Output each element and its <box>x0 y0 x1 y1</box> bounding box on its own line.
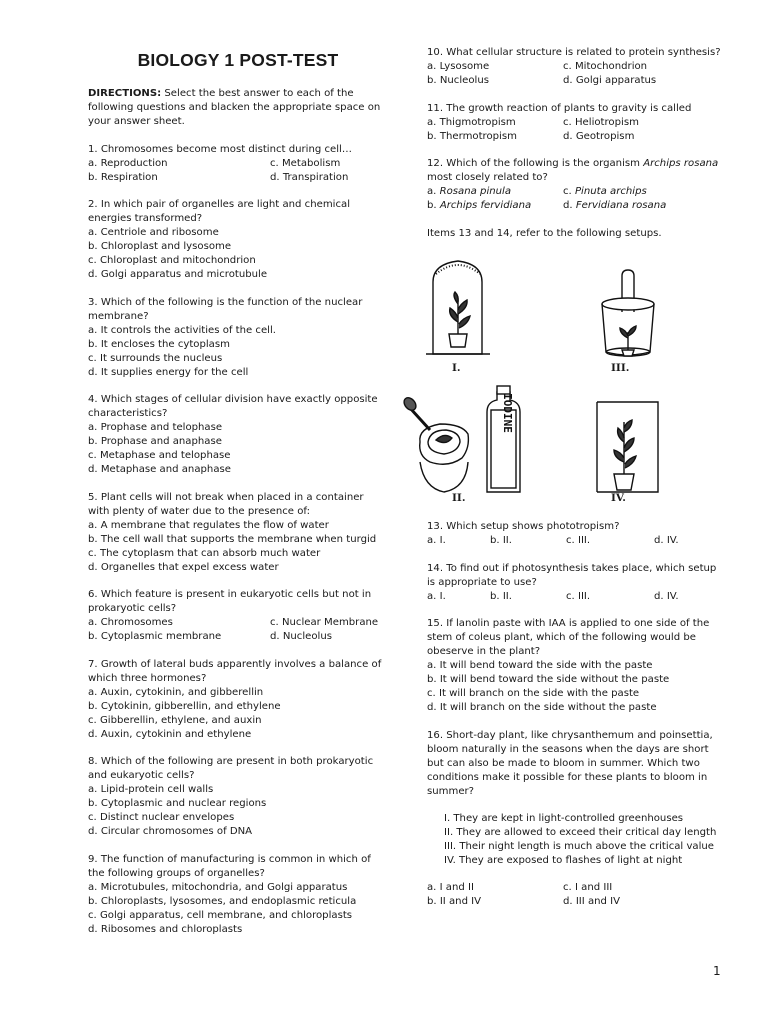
option-a: a. I and II <box>427 881 474 893</box>
option-a: a. Prophase and telophase <box>88 422 223 433</box>
option-c: c. Chloroplast and mitochondrion <box>88 255 256 266</box>
stem-text: most closely related to? <box>427 172 548 183</box>
option-d <box>563 199 727 213</box>
option-b: b. Cytokinin, gibberellin, and ethylene <box>88 700 281 712</box>
option-c: c. I and III <box>563 881 613 893</box>
option-a: a. I. <box>427 590 446 602</box>
option-b: b. II. <box>490 535 512 546</box>
question-2 <box>88 198 388 282</box>
option-text: Rosana pinula <box>439 186 512 197</box>
option-text: Fervidiana rosana <box>575 200 667 211</box>
setup-3-glass-tube <box>602 270 654 356</box>
question-stem: 10. What cellular structure is related to protein synthesis? <box>427 47 721 58</box>
figure-label-2: II. <box>452 492 466 504</box>
option-c: c. Metabolism <box>270 157 341 169</box>
option-b <box>427 199 563 213</box>
option-d: d. Transpiration <box>270 171 349 183</box>
option-d: d. Organelles that expel excess water <box>88 561 279 573</box>
question-13 <box>427 520 727 548</box>
question-stem: 6. Which feature is present in eukaryotic cells but not in prokaryotic cells? <box>88 589 372 614</box>
question-9 <box>88 853 388 937</box>
question-stem: 2. In which pair of organelles are light and chemical energies transformed? <box>88 199 351 224</box>
statement-iii: III. Their night length is much above the critical value <box>444 840 715 852</box>
question-14 <box>427 562 727 604</box>
question-stem: 8. Which of the following are present in both prokaryotic and eukaryotic cells? <box>88 756 374 781</box>
question-stem: 7. Growth of lateral buds apparently involves a balance of which three hormones? <box>88 658 382 684</box>
right-column-lower <box>427 520 727 922</box>
option-d: d. Auxin, cytokinin and ethylene <box>88 728 252 740</box>
directions-label: DIRECTIONS: <box>88 88 162 99</box>
question-8 <box>88 755 388 839</box>
option-a: a. It controls the activities of the cell. <box>88 324 276 336</box>
left-column <box>88 50 388 950</box>
question-1 <box>88 143 388 185</box>
option-a: a. A membrane that regulates the flow of water <box>88 519 329 531</box>
option-c: c. Golgi apparatus, cell membrane, and chloroplasts <box>88 909 353 921</box>
option-a: a. Lysosome <box>427 61 490 72</box>
option-letter: b. <box>427 200 440 211</box>
statement-iv: IV. They are exposed to flashes of light at night <box>444 854 683 866</box>
figure-label-4: IV. <box>611 492 626 504</box>
option-b: b. Prophase and anaphase <box>88 436 222 447</box>
page-title: BIOLOGY 1 POST-TEST <box>137 50 339 70</box>
organism-name: Archips rosana <box>643 158 719 169</box>
option-d: d. IV. <box>654 590 679 602</box>
option-b: b. Cytoplasmic and nuclear regions <box>88 798 267 809</box>
option-b: b. II and IV <box>427 895 482 907</box>
question-7 <box>88 658 388 742</box>
option-d: d. Ribosomes and chloroplasts <box>88 923 243 935</box>
option-a: a. Microtubules, mitochondria, and Golgi apparatus <box>88 881 348 893</box>
option-b: b. The cell wall that supports the membrane when turgid <box>88 533 377 545</box>
question-stem: 13. Which setup shows phototropism? <box>427 521 620 532</box>
option-c: c. Heliotropism <box>563 116 639 128</box>
question-3 <box>88 296 388 380</box>
option-b: b. II. <box>490 590 512 602</box>
option-text: Archips fervidiana <box>439 200 532 211</box>
question-stem: 14. To find out if photosynthesis takes place, which setup is appropriate to use? <box>427 562 717 588</box>
option-c: c. It surrounds the nucleus <box>88 352 223 364</box>
option-c: c. III. <box>566 535 591 546</box>
question-stem: 15. If lanolin paste with IAA is applied to one side of the stem of coleus plant, which of the following would be obeserve in the plant? <box>427 618 710 657</box>
option-a: a. Chromosomes <box>88 617 173 628</box>
question-6 <box>88 588 388 644</box>
option-b: b. It will bend toward the side without the paste <box>427 674 670 685</box>
option-d: d. Golgi apparatus and microtubule <box>88 269 268 280</box>
directions <box>88 87 388 129</box>
option-b: b. Chloroplast and lysosome <box>88 241 232 252</box>
option-text: Pinuta archips <box>574 186 647 197</box>
setups-illustration <box>400 252 740 512</box>
option-c: c. Metaphase and telophase <box>88 450 231 461</box>
option-c: c. It will branch on the side with the paste <box>427 688 640 699</box>
option-a: a. Auxin, cytokinin, and gibberellin <box>88 686 264 698</box>
question-4 <box>88 393 388 477</box>
option-letter: d. <box>563 200 576 211</box>
figure-label-3: III. <box>611 362 630 374</box>
figure-label-1: I. <box>452 362 461 374</box>
option-d: d. It will branch on the side without the paste <box>427 702 657 713</box>
setup-figures <box>400 252 740 512</box>
items-note: Items 13 and 14, refer to the following setups. <box>427 227 662 239</box>
question-10 <box>427 46 727 88</box>
option-c: c. Nuclear Membrane <box>270 617 379 628</box>
statement-i: I. They are kept in light-controlled greenhouses <box>444 812 684 824</box>
directions-text: Select the best answer to each of the following questions and blacken the appropriate space on your answer sheet. <box>88 88 381 127</box>
question-stem: 16. Short-day plant, like chrysanthemum and poinsettia, bloom naturally in the seasons when the days are short but can also be made to bloom in summer. Which two conditions make it possible for these plants to bloom in summer? <box>427 729 713 797</box>
option-d: d. Geotropism <box>563 130 635 142</box>
question-12 <box>427 157 727 213</box>
question-15 <box>427 617 727 715</box>
option-letter: c. <box>563 186 575 197</box>
option-a: a. Reproduction <box>88 157 168 169</box>
option-letter: a. <box>427 186 440 197</box>
option-a: a. Lipid-protein cell walls <box>88 784 214 795</box>
setup-4-box-plant <box>597 402 658 492</box>
option-d: d. Metaphase and anaphase <box>88 464 231 475</box>
option-c: c. Mitochondrion <box>563 61 648 72</box>
option-b: b. It encloses the cytoplasm <box>88 338 230 350</box>
option-d: d. It supplies energy for the cell <box>88 366 249 378</box>
question-stem: 1. Chromosomes become most distinct during cell… <box>88 143 352 155</box>
option-b: b. Respiration <box>88 171 158 183</box>
option-c <box>563 185 727 199</box>
option-b: b. Chloroplasts, lysosomes, and endoplasmic reticula <box>88 895 357 907</box>
iodine-bottle-label: IODINE <box>501 393 514 433</box>
question-5 <box>88 491 388 575</box>
question-stem: 3. Which of the following is the function of the nuclear membrane? <box>88 296 363 322</box>
option-a <box>427 185 563 199</box>
option-a: a. Centriole and ribosome <box>88 227 219 238</box>
option-c: c. III. <box>566 590 591 602</box>
setup-1-bell-jar <box>426 261 490 354</box>
option-a: a. Thigmotropism <box>427 116 516 128</box>
question-stem: 4. Which stages of cellular division have exactly opposite characteristics? <box>88 394 378 419</box>
option-c: c. Gibberellin, ethylene, and auxin <box>88 714 262 726</box>
stem-text: 12. Which of the following is the organism <box>427 158 644 169</box>
question-stem: 11. The growth reaction of plants to gravity is called <box>427 102 692 114</box>
option-d: d. III and IV <box>563 895 621 907</box>
roman-statements <box>427 812 727 868</box>
question-stem: 9. The function of manufacturing is common in which of the following groups of organelles? <box>88 853 371 879</box>
option-a: a. It will bend toward the side with the paste <box>427 660 653 671</box>
question-11 <box>427 102 727 144</box>
option-c: c. Distinct nuclear envelopes <box>88 812 235 823</box>
option-d: d. Circular chromosomes of DNA <box>88 826 253 837</box>
option-d: d. Golgi apparatus <box>563 75 657 86</box>
option-b: b. Cytoplasmic membrane <box>88 631 222 642</box>
question-16 <box>427 729 727 909</box>
option-c: c. The cytoplasm that can absorb much water <box>88 547 321 559</box>
question-stem <box>427 157 727 185</box>
statement-ii: II. They are allowed to exceed their critical day length <box>444 826 717 838</box>
right-column <box>427 46 727 241</box>
option-d: d. Nucleolus <box>270 631 332 642</box>
question-stem: 5. Plant cells will not break when placed in a container with plenty of water due to the presence of: <box>88 491 364 517</box>
page-number: 1 <box>713 964 721 978</box>
option-d: d. IV. <box>654 535 679 546</box>
option-b: b. Thermotropism <box>427 130 517 142</box>
option-b: b. Nucleolus <box>427 75 489 86</box>
option-a: a. I. <box>427 535 446 546</box>
